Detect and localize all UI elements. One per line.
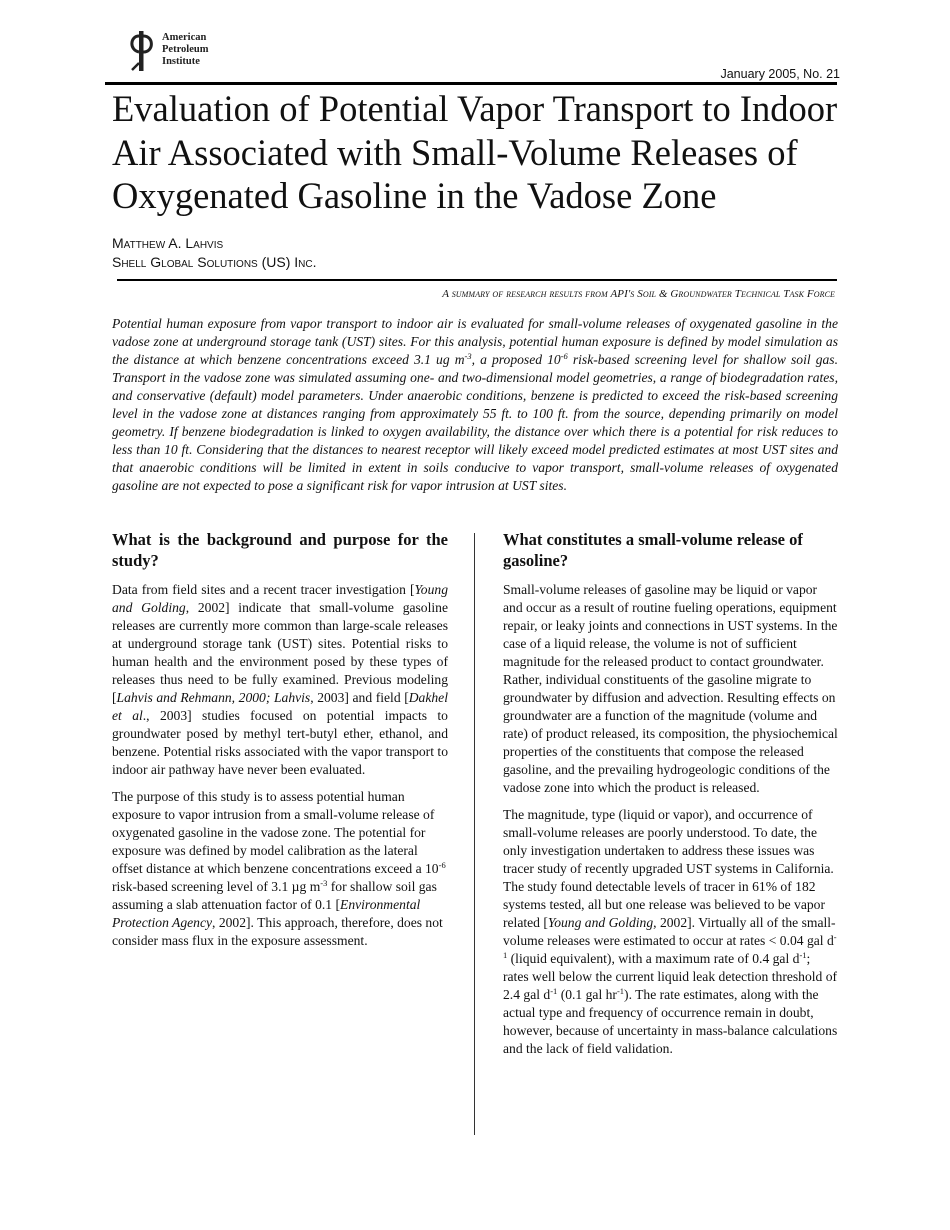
text: ). The rate estimates, along with the actual type and frequency of occurrence remain in doubt, however, because of uncertainty in mass-balance calculations and the lack of field validation. bbox=[503, 987, 838, 1056]
author-affiliation: Shell Global Solutions (US) Inc. bbox=[112, 254, 317, 270]
api-logo bbox=[128, 30, 208, 72]
text: The purpose of this study is to assess potential human exposure to vapor intrusion from a small-volume release of oxygenated gasoline in the vadose zone. The potential for exposure was defined by model calibration as the lateral offset distance at which benzene concentrations exceed a 10 bbox=[112, 789, 439, 876]
exponent: -3 bbox=[320, 878, 328, 888]
text: ; rates well below the current liquid leak detection threshold of 2.4 gal d bbox=[503, 951, 838, 1002]
text: , 2002] indicate that small-volume gasoline releases are currently more common than large-scale releases at underground storage tank (UST) sites. Potential risks to human health and the environment posed by these types of releases thus need to be fully examined. Previous modeling [ bbox=[112, 600, 448, 705]
exponent: -1 bbox=[550, 986, 558, 996]
citation: Young and Golding bbox=[547, 915, 654, 930]
abstract-text-2: , a proposed 10 bbox=[471, 352, 561, 367]
text: (0.1 gal hr bbox=[557, 987, 617, 1002]
abstract-text-3: risk-based screening level for shallow soil gas. Transport in the vadose zone was simulated assuming one- and two-dimensional model geometries, a range of biodegradation rates, and conservative (default) model parameters. Under anaerobic conditions, benzene is predicted to exceed the risk-based screening level in the vadose zone at distances ranging from approximately 55 ft. to 100 ft. from the source, depending primarily on model geometry. If benzene biodegradation is linked to oxygen availability, the distance over which there is a potential for risk reduces to less than 10 ft. Considering that the distances to nearest receptor will likely exceed model predicted estimates at most UST sites and that anaerobic conditions will be limited in extent in soils conducive to vapor transport, small-volume releases of oxygenated gasoline are not expected to pose a significant risk for vapor intrusion at UST sites. bbox=[112, 352, 838, 493]
logo-word-1: American bbox=[162, 32, 207, 43]
exponent: -1 bbox=[799, 950, 807, 960]
left-column bbox=[112, 529, 448, 959]
text: Data from field sites and a recent tracer investigation [ bbox=[112, 582, 415, 597]
text: risk-based screening level of 3.1 µg m bbox=[112, 879, 321, 894]
text: The magnitude, type (liquid or vapor), and occurrence of small-volume releases are poorly understood. To date, the only investigation undertaken to address these issues was tracer study of recently upgraded UST systems in California. The study found detectable levels of tracer in 61% of 182 systems tested, all but one release was believed to be vapor related [ bbox=[503, 807, 834, 930]
citation: Environmental Protection Agency bbox=[112, 897, 421, 930]
author-rule bbox=[117, 279, 837, 281]
column-divider bbox=[474, 533, 475, 1135]
author-block bbox=[112, 234, 317, 272]
logo-word-2: Petroleum bbox=[162, 44, 209, 55]
exponent: -6 bbox=[438, 860, 446, 870]
issue-date: January 2005, No. 21 bbox=[720, 67, 840, 81]
background-paragraph-2 bbox=[112, 788, 448, 950]
document-title: Evaluation of Potential Vapor Transport to Indoor Air Associated with Small-Volume Releases of Oxygenated Gasoline in the Vadose Zone bbox=[112, 88, 838, 216]
citation: Lahvis and Rehmann, 2000; Lahvis bbox=[116, 690, 311, 705]
header-rule bbox=[105, 82, 837, 85]
citation: Dakhel et al bbox=[112, 690, 448, 723]
background-heading: What is the background and purpose for the study? bbox=[112, 530, 448, 570]
small-volume-paragraph-1: Small-volume releases of gasoline may be liquid or vapor and occur as a result of routine fueling operations, equipment repair, or leaky joints and connections in UST systems. In the case of a liquid release, the volume is not of sufficient magnitude for the released product to contact groundwater. Rather, individual constituents of the gasoline migrate to groundwater by diffusion and advection. Resulting effects on groundwater are a function of the magnitude (volume and rate) of product released, its composition, the physiochemical properties of the constituents that compose the released gasoline, and the prevailing hydrogeologic conditions of the vadose zone into which the product is released. bbox=[503, 582, 838, 795]
small-volume-heading: What constitutes a small-volume release of gasoline? bbox=[503, 530, 803, 570]
exponent: -1 bbox=[503, 932, 837, 960]
right-column bbox=[503, 529, 839, 1067]
abstract-exponent-2: -6 bbox=[560, 351, 568, 361]
text: , 2002]. Virtually all of the small-volume releases were estimated to occur at rates < 0.04 gal d bbox=[503, 915, 836, 948]
text: for shallow soil gas assuming a slab attenuation factor of 0.1 [ bbox=[112, 879, 437, 912]
text: (liquid equivalent), with a maximum rate of 0.4 gal d bbox=[507, 951, 800, 966]
api-logo-icon bbox=[128, 30, 156, 72]
small-volume-paragraph-2 bbox=[503, 806, 839, 1058]
text: ., 2003] studies focused on potential impacts to groundwater posed by methyl tert-butyl ether, ethanol, and benzene. Potential risks associated with the vapor transport to indoor air pathway have never been evaluated. bbox=[112, 708, 448, 777]
text: , 2003] and field [ bbox=[310, 690, 409, 705]
exponent: -1 bbox=[616, 986, 625, 996]
background-paragraph-1 bbox=[112, 581, 448, 779]
citation: Young and Golding bbox=[112, 582, 448, 615]
author-name: Matthew A. Lahvis bbox=[112, 235, 224, 251]
logo-word-3: Institute bbox=[162, 56, 200, 67]
text: , 2002]. This approach, therefore, does not consider mass flux in the exposure assessment. bbox=[112, 915, 443, 948]
abstract-exponent-1: -3 bbox=[464, 351, 472, 361]
summary-tagline: A summary of research results from API's Soil & Groundwater Technical Task Force bbox=[442, 288, 835, 300]
api-logo-wordmark bbox=[162, 32, 208, 68]
abstract-text-1: Potential human exposure from vapor transport to indoor air is evaluated for small-volume releases of oxygenated gasoline in the vadose zone at underground storage tank (UST) sites. For this analysis, potential human exposure is defined by model simulation as the distance at which benzene concentrations exceed 3.1 ug m bbox=[112, 316, 838, 367]
abstract bbox=[112, 315, 838, 495]
